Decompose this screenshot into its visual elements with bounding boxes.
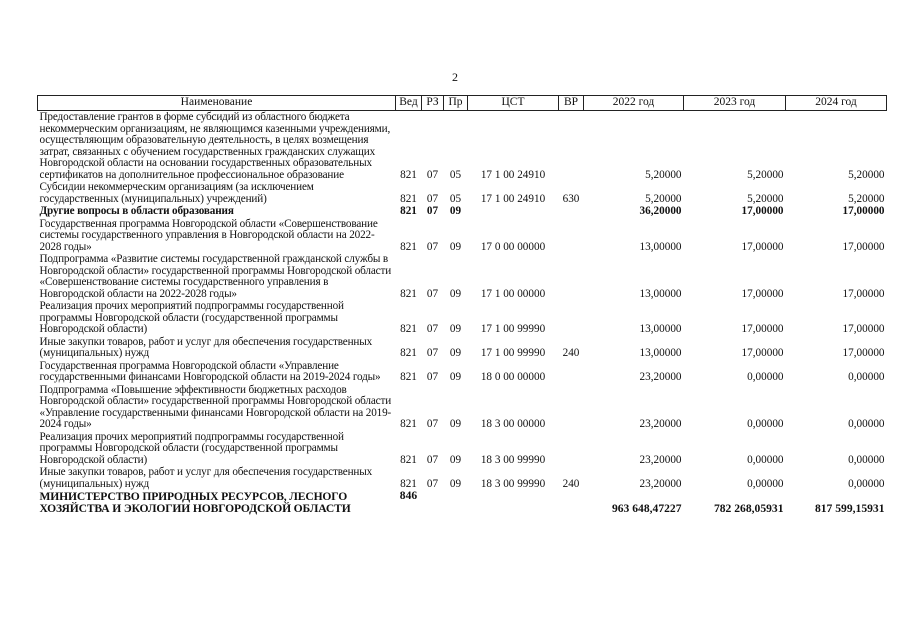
header-vr: ВР <box>559 96 584 111</box>
table-row <box>38 466 887 490</box>
row-name: Иные закупки товаров, работ и услуг для обеспечения государственных (муниципальных) нужд <box>39 466 373 490</box>
table-row <box>38 384 887 431</box>
row-2024: 0,00000 <box>848 371 885 383</box>
row-ved: 821 <box>400 205 417 217</box>
row-cst: 18 3 00 99990 <box>480 453 546 466</box>
row-2024: 17,00000 <box>842 240 885 253</box>
table-row <box>38 111 887 182</box>
row-name: Иные закупки товаров, работ и услуг для обеспечения государственных (муниципальных) нужд <box>39 335 373 359</box>
row-vr <box>559 253 584 300</box>
row-rz: 07 <box>426 477 439 490</box>
row-2023: 0,00000 <box>747 418 784 430</box>
row-ved: 821 <box>400 371 417 383</box>
row-cst: 17 1 00 24910 <box>480 192 546 205</box>
row-ved: 821 <box>400 418 417 430</box>
row-2022: 963 648,47227 <box>611 501 682 515</box>
row-pr: 09 <box>449 287 462 300</box>
row-2022: 13,00000 <box>639 240 682 253</box>
row-rz: 07 <box>426 168 439 181</box>
row-2023: 17,00000 <box>741 287 784 300</box>
row-name: Предоставление грантов в форме субсидий из областного бюджета некоммерческим организациям, не являющимся казенными учреждениями, осуществляющим образовательную деятельность, в целях возмещения затрат, связанных с обучением государственных гражданских служащих Новгородской области на основании государственных образовательных сертификатов на дополнительное профессиональное образование <box>39 111 391 181</box>
row-vr <box>559 300 584 336</box>
table-row <box>38 218 887 254</box>
row-name: Государственная программа Новгородской области «Управление государственными финансами Новгородской области на 2019-2024 годы» <box>39 359 381 383</box>
row-2022: 5,20000 <box>645 192 682 205</box>
row-cst: 17 1 00 99990 <box>480 323 546 335</box>
row-vr <box>559 218 584 254</box>
row-pr: 09 <box>449 205 462 217</box>
row-name: Подпрограмма «Развитие системы государственной гражданской службы в Новгородской области» государственной программы Новгородской области «Совершенствование системы государственного управления в Новгородской области на 2022-2028 годы» <box>39 253 392 300</box>
row-cst: 18 0 00 00000 <box>480 371 546 383</box>
row-cst: 17 1 00 24910 <box>480 168 546 181</box>
table-row <box>38 360 887 384</box>
row-pr: 09 <box>449 323 462 335</box>
row-ved: 821 <box>400 347 417 359</box>
row-pr: 09 <box>449 240 462 253</box>
table-row <box>38 490 887 514</box>
table-header-row <box>38 96 887 111</box>
row-2022: 13,00000 <box>639 347 682 359</box>
row-ved: 821 <box>400 192 417 205</box>
row-2023: 5,20000 <box>747 168 784 181</box>
row-pr: 05 <box>449 192 462 205</box>
row-name: Реализация прочих мероприятий подпрограммы государственной программы Новгородской области (государственной программы Новгородской области) <box>39 300 344 335</box>
header-ved: Вед <box>396 96 422 111</box>
table-row <box>38 205 887 218</box>
row-cst: 18 3 00 00000 <box>480 418 546 430</box>
header-cst: ЦСТ <box>468 96 559 111</box>
row-name: МИНИСТЕРСТВО ПРИРОДНЫХ РЕСУРСОВ, ЛЕСНОГО ХОЗЯЙСТВА И ЭКОЛОГИИ НОВГОРОДСКОЙ ОБЛАСТИ <box>39 490 351 515</box>
row-vr: 630 <box>562 192 580 205</box>
row-2022: 5,20000 <box>645 168 682 181</box>
header-2022: 2022 год <box>584 96 684 111</box>
row-cst <box>468 205 559 218</box>
row-2023: 782 268,05931 <box>713 501 784 515</box>
row-pr <box>444 490 468 514</box>
row-ved: 821 <box>400 287 417 300</box>
row-vr <box>559 205 584 218</box>
row-pr: 09 <box>449 453 462 466</box>
row-rz: 07 <box>426 453 439 466</box>
row-2022: 36,20000 <box>639 205 682 217</box>
header-2024: 2024 год <box>786 96 887 111</box>
row-2023: 17,00000 <box>741 347 784 359</box>
row-name: Государственная программа Новгородской области «Совершенствование системы государственного управления в Новгородской области на 2022-2028 годы» <box>39 217 378 253</box>
row-cst <box>468 490 559 514</box>
table-row <box>38 300 887 336</box>
row-2024: 0,00000 <box>848 418 885 430</box>
header-name: Наименование <box>38 96 396 111</box>
row-rz: 07 <box>426 205 439 217</box>
row-vr <box>559 360 584 384</box>
row-ved: 821 <box>400 323 417 335</box>
row-2022: 23,20000 <box>639 371 682 383</box>
row-ved: 821 <box>400 453 417 466</box>
row-pr: 09 <box>449 347 462 359</box>
row-pr: 09 <box>449 418 462 430</box>
row-2023: 0,00000 <box>747 477 784 490</box>
row-2023: 5,20000 <box>747 192 784 205</box>
header-pr: Пр <box>444 96 468 111</box>
row-name: Другие вопросы в области образования <box>39 205 234 217</box>
row-vr: 240 <box>562 347 580 359</box>
row-pr: 05 <box>449 168 462 181</box>
row-rz <box>422 490 444 514</box>
row-rz: 07 <box>426 418 439 430</box>
row-2024: 0,00000 <box>848 453 885 466</box>
row-2023: 17,00000 <box>741 323 784 335</box>
row-2023: 0,00000 <box>747 371 784 383</box>
page-number: 2 <box>452 70 458 84</box>
row-2022: 23,20000 <box>639 477 682 490</box>
row-name: Субсидии некоммерческим организациям (за исключением государственных (муниципальных) учреждений) <box>39 181 314 205</box>
row-2022: 23,20000 <box>639 418 682 430</box>
table-row <box>38 336 887 360</box>
table-row <box>38 181 887 205</box>
row-rz: 07 <box>426 287 439 300</box>
row-2024: 5,20000 <box>848 168 885 181</box>
header-rz: РЗ <box>422 96 444 111</box>
table-row <box>38 253 887 300</box>
row-2022: 23,20000 <box>639 453 682 466</box>
row-2022: 13,00000 <box>639 287 682 300</box>
row-ved: 846 <box>399 489 418 502</box>
row-ved: 821 <box>400 168 417 181</box>
row-rz: 07 <box>426 347 439 359</box>
row-2024: 17,00000 <box>842 287 885 300</box>
header-2023: 2023 год <box>684 96 786 111</box>
row-cst: 17 1 00 00000 <box>480 287 546 300</box>
table-row <box>38 431 887 467</box>
row-rz: 07 <box>426 371 439 383</box>
row-2024: 5,20000 <box>848 192 885 205</box>
row-rz: 07 <box>426 323 439 335</box>
row-ved: 821 <box>400 477 417 490</box>
row-vr <box>559 490 584 514</box>
row-2024: 17,00000 <box>842 323 885 335</box>
row-cst: 17 1 00 99990 <box>480 347 546 359</box>
row-cst: 18 3 00 99990 <box>480 477 546 490</box>
row-ved: 821 <box>400 240 417 253</box>
row-2024: 17,00000 <box>842 205 885 217</box>
row-vr <box>559 111 584 182</box>
row-2023: 17,00000 <box>741 205 784 217</box>
row-vr <box>559 384 584 431</box>
row-pr: 09 <box>449 371 462 383</box>
row-name: Реализация прочих мероприятий подпрограммы государственной программы Новгородской области (государственной программы Новгородской области) <box>39 430 344 466</box>
row-vr <box>559 431 584 467</box>
row-rz: 07 <box>426 192 439 205</box>
row-pr: 09 <box>449 477 462 490</box>
row-cst: 17 0 00 00000 <box>480 240 546 253</box>
row-2024: 0,00000 <box>848 477 885 490</box>
row-2022: 13,00000 <box>639 323 682 335</box>
row-2023: 0,00000 <box>747 453 784 466</box>
budget-table <box>37 95 887 514</box>
row-2024: 17,00000 <box>842 347 885 359</box>
row-name: Подпрограмма «Повышение эффективности бюджетных расходов Новгородской области» государственной программы Новгородской области «Управление государственными финансами Новгородской области на 2019-2024 годы» <box>39 383 392 430</box>
row-2023: 17,00000 <box>741 240 784 253</box>
row-2024: 817 599,15931 <box>814 501 885 515</box>
row-vr: 240 <box>562 477 580 490</box>
row-rz: 07 <box>426 240 439 253</box>
